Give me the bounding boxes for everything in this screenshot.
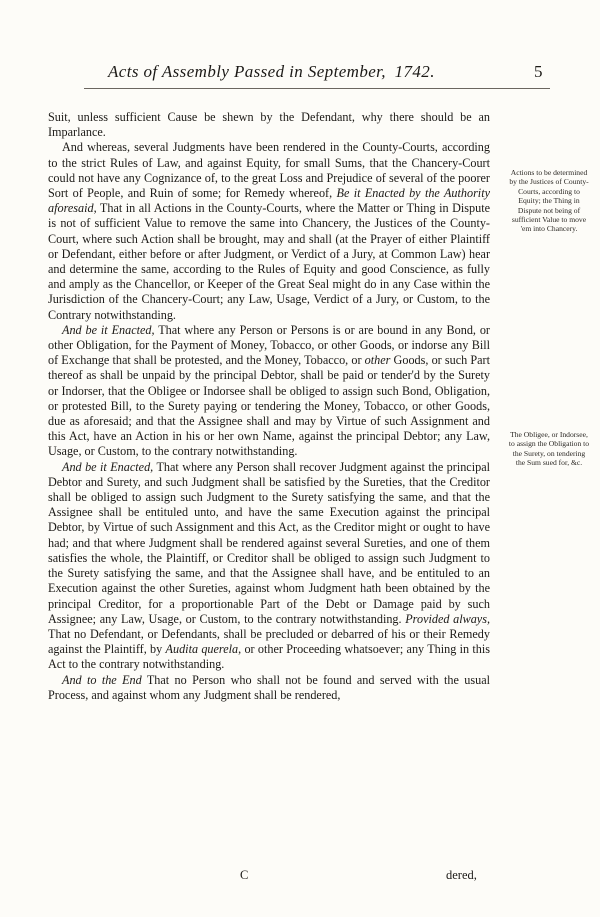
text-segment: Audita querela — [165, 642, 239, 657]
text-segment: other — [364, 353, 391, 368]
paragraph — [48, 673, 490, 703]
text-segment: And to the End — [62, 672, 142, 687]
text-segment: Be it Enacted by the Authority aforesaid, — [48, 186, 490, 216]
text-segment: Goods, or such Part thereof as shall be unpaid by the principal Debtor, shall be paid or tender'd by the Surety or Indorser, that the Obligee or Indorsee shall be obliged to assign such Bond, Obligation, or protested Bill, to the Surety paying or tendering the Money, Tobacco, or other Goods, due as aforesaid; and that the Assignee shall and may by Virtue of such Assignment and this Act, have an Action in his or her own Name, against the principal Debtor; any Law, Usage, or Custom, to the contrary notwithstanding. — [48, 353, 490, 459]
text-segment: That no Defendant, or Defendants, shall be precluded or debarred of his or their Remedy against the Plaintiff, by — [48, 626, 490, 657]
paragraph — [48, 460, 490, 673]
signature-mark: C — [240, 868, 250, 882]
paragraph — [48, 110, 490, 140]
running-title: Acts of Assembly Passed in September, — [108, 62, 386, 81]
page-number: 5 — [534, 62, 543, 81]
running-header — [108, 62, 548, 82]
text-segment: Provided always, — [405, 611, 491, 626]
text-segment: That in all Actions in the County-Courts, where the Matter or Thing in Dispute is not of sufficient Value to remove the same into Chancery, the Justices of the County-Court, where such Action shall be brought, may and shall (at the Prayer of either Plaintiff or Defendant, either before or after Judgment, or Verdict of a Jury, at Common Law) hear and determine the same, according to the Rules of Equity and good Conscience, as fully and amply as the Chancellor, or Keeper of the Great Seal might do in any Case within the Jurisdiction of the Chancery-Court; any Law, Usage, Verdict of a Jury, or Custom, to the Contrary notwithstanding. — [48, 201, 490, 322]
text-segment: And be it Enacted, — [62, 322, 155, 337]
paragraph — [48, 323, 490, 460]
text-segment: That no Person who shall not be found and served with the usual Process, and against whom any Judgment shall be rendered, — [48, 672, 490, 702]
catchword: dered, — [446, 868, 477, 882]
marginal-note-2: The Obligee, or Indorsee, to assign the Obligation to the Surety, on tendering the Sum sued for, &c. — [508, 430, 590, 468]
body-text — [48, 110, 490, 703]
paragraph — [48, 140, 490, 322]
text-segment: And be it Enacted, — [62, 459, 154, 474]
header-rule — [84, 88, 550, 89]
text-segment: Suit, unless sufficient Cause be shewn by the Defendant, why there should be an Imparlance. — [48, 110, 490, 140]
text-segment: And whereas, several Judgments have been rendered in the County-Courts, according to the strict Rules of Law, and against Equity, for small Sums, that the Chancery-Court could not have any Cognizance of, to the great Loss and Prejudice of several of the poorer Sort of People, and Ruin of some; for Remedy whereof, — [48, 140, 490, 201]
header-year: 1742. — [394, 62, 435, 81]
text-segment: That where any Person shall recover Judgment against the principal Debtor and Surety, and such Judgment shall be satisfied by the Sureties, that the Creditor shall be obliged to assign such Judgment to the Surety satisfying the same, and that the Assignee shall be entituled unto, and have the same Execution against the principal Debtor, by Virtue of such Assignment and this Act, as the Creditor might or ought to have had; and that where Judgment shall be rendered against several Sureties, and one of them satisfies the whole, the Plaintiff, or Creditor shall be obliged to assign such Judgment to the Surety satisfying the same, and that the Assignee shall have, and be entituled to an Execution against the other Sureties, against whom Judgment hath been obtained by the principal Creditor, for a proportionable Part of the Debt or Damage paid by such Assignee; any Law, Usage, or Custom, to the contrary notwithstanding. — [48, 459, 490, 626]
marginal-note-1: Actions to be determined by the Justices of County-Courts, according to Equity; the Thing in Dispute not being of sufficient Value to move 'em into Chancery. — [509, 168, 589, 234]
text-segment: That where any Person or Persons is or are bound in any Bond, or other Obligation, for the Payment of Money, Tobacco, or other Goods, or indorse any Bill of Exchange that shall be protested, and the Money, Tobacco, or — [48, 322, 490, 368]
text-segment: , or other Proceeding whatsoever; any Thing in this Act to the contrary notwithstanding. — [48, 642, 490, 672]
